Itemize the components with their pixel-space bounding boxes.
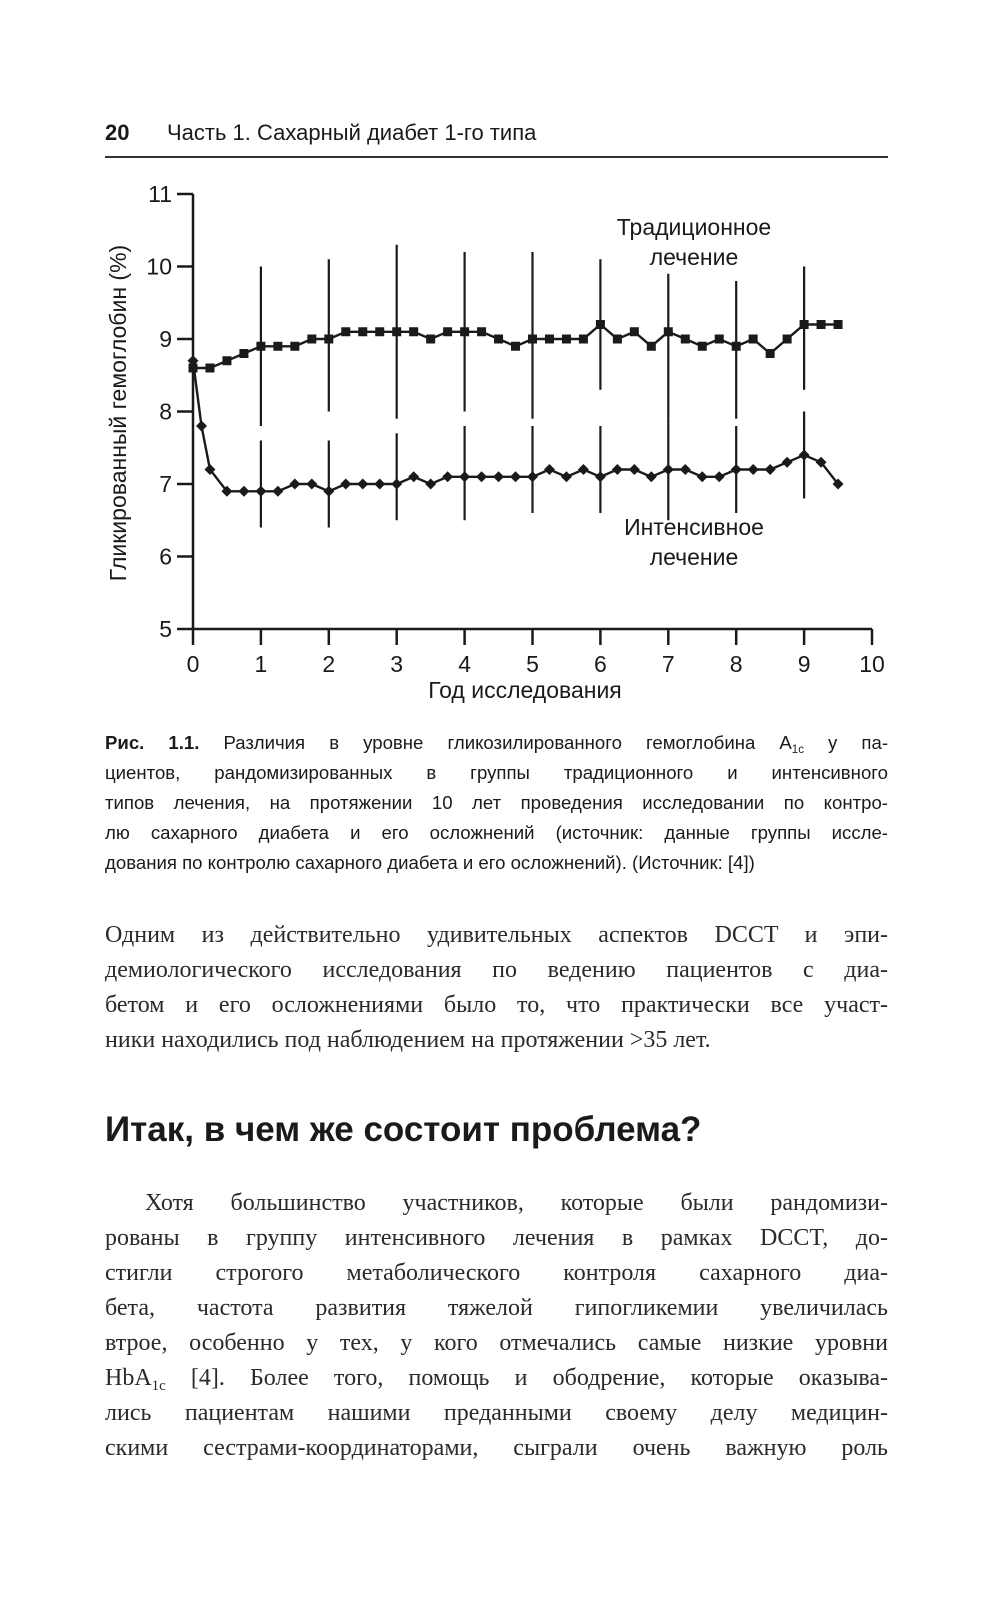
data-point-square bbox=[698, 342, 707, 351]
data-point-square bbox=[494, 335, 503, 344]
data-point-square bbox=[324, 335, 333, 344]
data-point-diamond bbox=[714, 471, 725, 482]
paragraph-2-line: лись пациентам нашими преданными своему делу медицин- bbox=[105, 1400, 888, 1426]
x-tick-label: 0 bbox=[186, 651, 200, 677]
data-point-diamond bbox=[425, 479, 436, 490]
data-point-diamond bbox=[629, 464, 640, 475]
data-point-diamond bbox=[272, 486, 283, 497]
data-point-diamond bbox=[238, 486, 249, 497]
x-tick-label: 1 bbox=[254, 651, 268, 677]
data-point-square bbox=[715, 335, 724, 344]
data-point-square bbox=[409, 327, 418, 336]
figure-caption bbox=[105, 728, 888, 878]
paragraph-1-line: ники находились под наблюдением на протяжении >35 лет. bbox=[105, 1027, 711, 1053]
data-point-diamond bbox=[459, 471, 470, 482]
data-point-square bbox=[681, 335, 690, 344]
data-point-square bbox=[273, 342, 282, 351]
data-point-square bbox=[613, 335, 622, 344]
y-tick-label: 8 bbox=[159, 398, 172, 425]
data-point-square bbox=[766, 349, 775, 358]
data-point-square bbox=[443, 327, 452, 336]
paragraph-2-line: HbA$_{1c}$ [4]. Более того, помощь и ободрение, которые оказыва- bbox=[105, 1365, 888, 1395]
data-point-diamond bbox=[289, 479, 300, 490]
data-point-diamond bbox=[748, 464, 759, 475]
data-point-square bbox=[511, 342, 520, 351]
data-point-diamond bbox=[799, 450, 810, 461]
data-point-diamond bbox=[578, 464, 589, 475]
x-tick-label: 10 bbox=[859, 651, 885, 677]
x-axis-title: Год исследования bbox=[428, 677, 622, 703]
y-tick-label: 10 bbox=[146, 253, 172, 280]
data-point-square bbox=[205, 364, 214, 373]
x-tick-label: 2 bbox=[322, 651, 336, 677]
caption-line-3: типов лечения, на протяжении 10 лет проведения исследовании по контро- bbox=[105, 792, 888, 813]
data-point-square bbox=[545, 335, 554, 344]
running-title: Часть 1. Сахарный диабет 1-го типа bbox=[167, 120, 537, 145]
paragraph-1-line: Одним из действительно удивительных аспектов DCCT и эпи- bbox=[105, 922, 888, 948]
y-tick-label: 7 bbox=[159, 471, 172, 497]
data-point-square bbox=[562, 335, 571, 344]
data-point-square bbox=[256, 342, 265, 351]
x-tick-label: 7 bbox=[661, 651, 675, 677]
data-point-diamond bbox=[782, 457, 793, 468]
y-axis-title: Гликированный гемоглобин (%) bbox=[105, 244, 131, 582]
data-point-square bbox=[460, 327, 469, 336]
data-point-square bbox=[732, 342, 741, 351]
data-point-diamond bbox=[646, 471, 657, 482]
data-point-square bbox=[664, 327, 673, 336]
caption-line-2: циентов, рандомизированных в группы традиционного и интенсивного bbox=[105, 762, 888, 783]
hba1c-chart bbox=[0, 0, 1000, 720]
series-label: Традиционное bbox=[616, 214, 772, 240]
paragraph-2-line: стигли строгого метаболического контроля сахарного диа- bbox=[105, 1260, 888, 1286]
section-heading: Итак, в чем же состоит проблема? bbox=[105, 1110, 702, 1149]
paragraph-1 bbox=[105, 918, 888, 1058]
data-point-square bbox=[290, 342, 299, 351]
paragraph-1-line: бетом и его осложнениями было то, что практически все участ- bbox=[105, 992, 888, 1018]
x-tick-label: 6 bbox=[594, 651, 607, 677]
data-point-diamond bbox=[408, 471, 419, 482]
data-point-square bbox=[749, 335, 758, 344]
caption-label: Рис. 1.1. bbox=[105, 732, 200, 753]
data-point-square bbox=[239, 349, 248, 358]
paragraph-2-line: рованы в группу интенсивного лечения в рамках DCCT, до- bbox=[105, 1225, 888, 1251]
data-point-diamond bbox=[527, 471, 538, 482]
caption-line-1: Рис. 1.1. Различия в уровне гликозилированного гемоглобина $A_{1c}$ у па- bbox=[105, 732, 889, 757]
data-point-square bbox=[392, 327, 401, 336]
data-point-square bbox=[596, 320, 605, 329]
data-point-diamond bbox=[765, 464, 776, 475]
data-point-square bbox=[783, 335, 792, 344]
series-label: Интенсивное bbox=[624, 514, 764, 540]
x-tick-label: 8 bbox=[729, 651, 743, 677]
x-tick-label: 5 bbox=[526, 651, 539, 677]
data-point-square bbox=[834, 320, 843, 329]
data-point-diamond bbox=[561, 471, 572, 482]
x-tick-label: 4 bbox=[458, 651, 471, 677]
data-point-diamond bbox=[323, 486, 334, 497]
x-tick-label: 3 bbox=[390, 651, 404, 677]
data-point-diamond bbox=[357, 479, 368, 490]
data-point-diamond bbox=[442, 471, 453, 482]
paragraph-2-line: бета, частота развития тяжелой гипогликемии увеличилась bbox=[105, 1295, 888, 1321]
paragraph-1-line: демиологического исследования по ведению пациентов с диа- bbox=[105, 957, 888, 983]
paragraph-2-line: скими сестрами-координаторами, сыграли очень важную роль bbox=[105, 1435, 888, 1461]
data-point-square bbox=[477, 327, 486, 336]
page-number: 20 bbox=[105, 120, 130, 145]
caption-line-5: дования по контролю сахарного диабета и его осложнений). (Источник: [4]) bbox=[105, 852, 755, 873]
caption-line-4: лю сахарного диабета и его осложнений (источник: данные группы иссле- bbox=[105, 822, 888, 843]
data-point-square bbox=[579, 335, 588, 344]
paragraph-2 bbox=[105, 1186, 888, 1466]
data-point-diamond bbox=[663, 464, 674, 475]
data-point-square bbox=[800, 320, 809, 329]
data-point-diamond bbox=[595, 471, 606, 482]
data-point-diamond bbox=[391, 479, 402, 490]
data-point-diamond bbox=[374, 479, 385, 490]
data-point-square bbox=[817, 320, 826, 329]
series-label: лечение bbox=[649, 244, 739, 270]
paragraph-2-line: Хотя большинство участников, которые были рандомизи- bbox=[145, 1190, 888, 1216]
data-point-diamond bbox=[255, 486, 266, 497]
data-point-diamond bbox=[476, 471, 487, 482]
y-tick-label: 6 bbox=[159, 543, 172, 570]
y-tick-label: 11 bbox=[148, 181, 172, 207]
paragraph-2-line: втрое, особенно у тех, у кого отмечались самые низкие уровни bbox=[105, 1330, 888, 1356]
data-point-diamond bbox=[340, 479, 351, 490]
data-point-diamond bbox=[731, 464, 742, 475]
data-point-diamond bbox=[196, 421, 207, 432]
data-point-square bbox=[222, 356, 231, 365]
data-point-square bbox=[307, 335, 316, 344]
data-point-square bbox=[341, 327, 350, 336]
data-point-diamond bbox=[493, 471, 504, 482]
series-label: лечение bbox=[649, 544, 739, 570]
y-tick-label: 5 bbox=[159, 616, 172, 642]
x-tick-label: 9 bbox=[797, 651, 811, 677]
data-point-square bbox=[528, 335, 537, 344]
data-point-square bbox=[375, 327, 384, 336]
data-point-diamond bbox=[544, 464, 555, 475]
y-tick-label: 9 bbox=[159, 326, 172, 352]
data-point-diamond bbox=[612, 464, 623, 475]
data-point-diamond bbox=[510, 471, 521, 482]
data-point-square bbox=[426, 335, 435, 344]
data-point-diamond bbox=[680, 464, 691, 475]
data-point-diamond bbox=[697, 471, 708, 482]
data-point-diamond bbox=[306, 479, 317, 490]
data-point-square bbox=[630, 327, 639, 336]
data-point-square bbox=[647, 342, 656, 351]
data-point-square bbox=[358, 327, 367, 336]
